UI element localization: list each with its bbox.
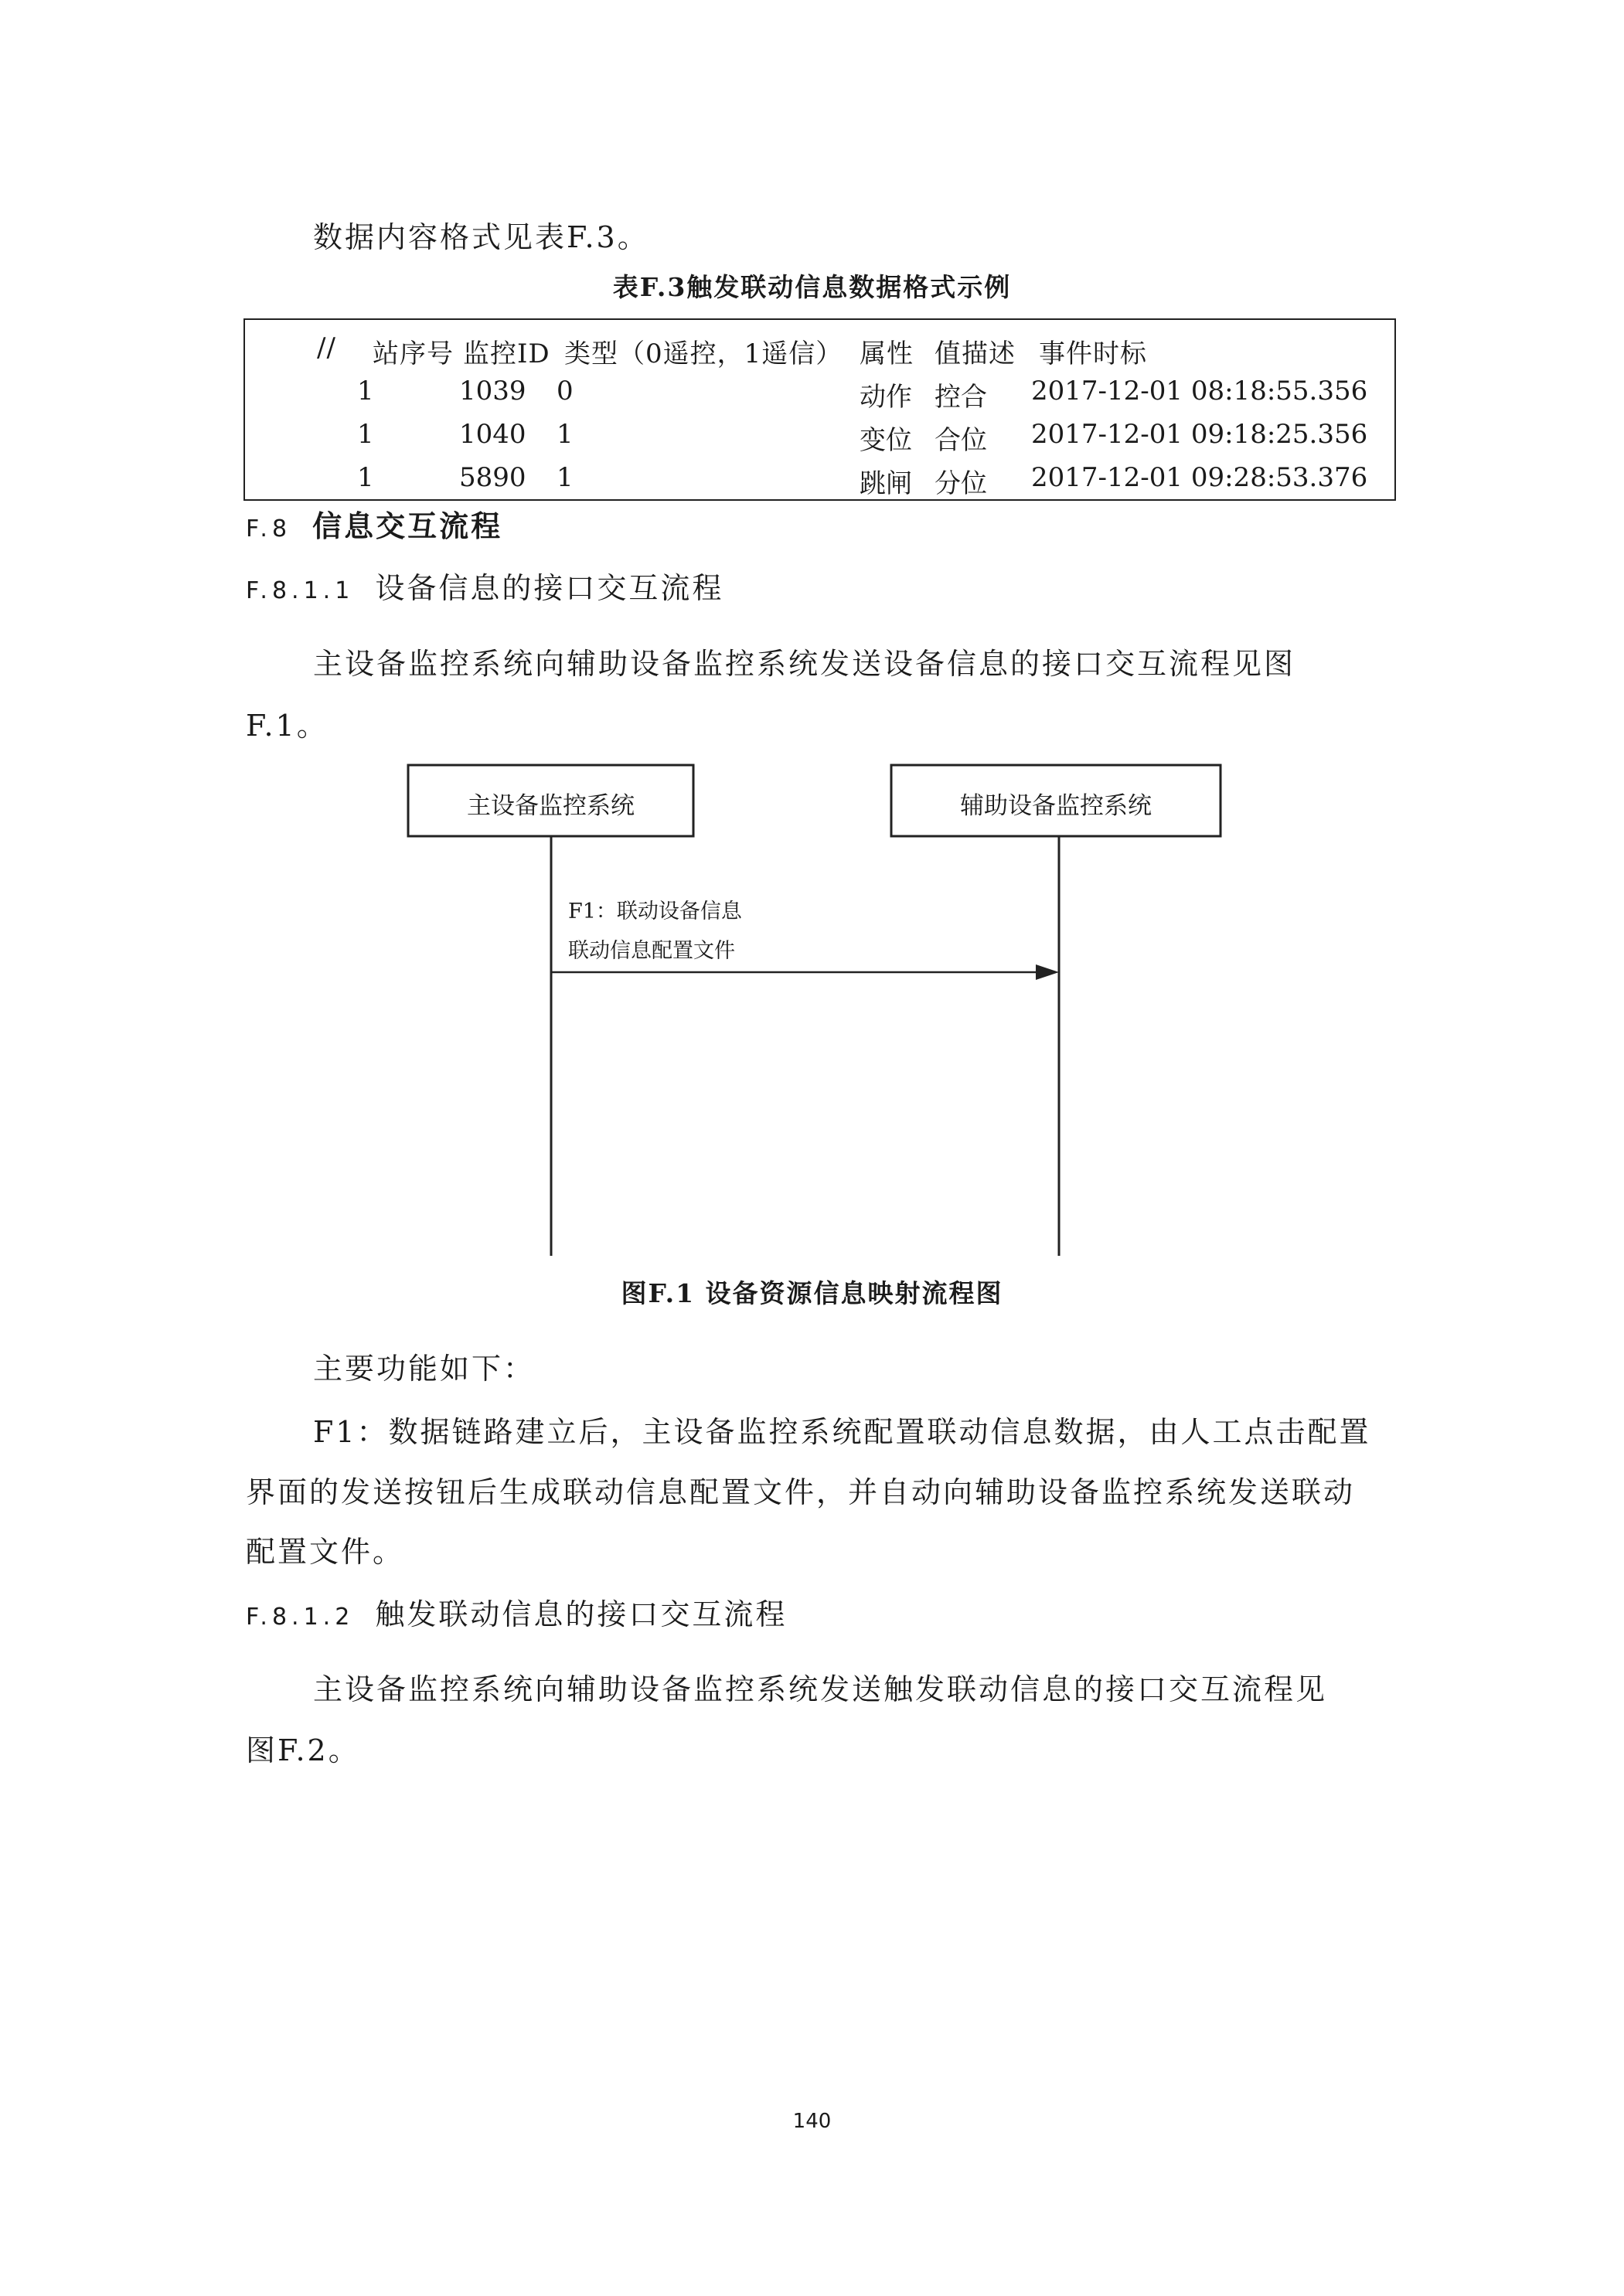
- header-type: 类型（0遥控，1遥信）: [564, 338, 843, 369]
- message-label-line2: 联动信息配置文件: [568, 939, 735, 963]
- section-f812-number: F.8.1.2: [246, 1604, 355, 1631]
- row3-type: 1: [557, 462, 574, 493]
- row3-attribute: 跳闸: [860, 468, 912, 499]
- header-attribute: 属性: [860, 338, 914, 369]
- row2-timestamp: 2017-12-01 09:18:25.356: [1031, 419, 1368, 450]
- section-f811-title: 设备信息的接口交互流程: [375, 571, 724, 605]
- left-box-label: 主设备监控系统: [467, 792, 635, 820]
- section-f811-para-line1: 主设备监控系统向辅助设备监控系统发送设备信息的接口交互流程见图: [313, 647, 1296, 681]
- row3-monitor-id: 5890: [459, 462, 526, 493]
- section-f811-number: F.8.1.1: [246, 577, 355, 604]
- functions-lead: 主要功能如下：: [313, 1352, 536, 1386]
- row1-timestamp: 2017-12-01 08:18:55.356: [1031, 376, 1368, 406]
- functions-line1: F1：数据链路建立后，主设备监控系统配置联动信息数据，由人工点击配置: [313, 1415, 1371, 1449]
- section-f812-para-line1: 主设备监控系统向辅助设备监控系统发送触发联动信息的接口交互流程见: [313, 1672, 1328, 1706]
- arrowhead-icon: [1036, 964, 1059, 980]
- row3-timestamp: 2017-12-01 09:28:53.376: [1031, 462, 1368, 493]
- header-monitor-id: 监控ID: [463, 338, 550, 369]
- right-box-label: 辅助设备监控系统: [960, 792, 1152, 820]
- section-f8-title: 信息交互流程: [312, 509, 503, 543]
- intro-text: 数据内容格式见表F.3。: [313, 220, 649, 254]
- section-f812-title: 触发联动信息的接口交互流程: [375, 1597, 788, 1631]
- section-f811-para-line2: F.1。: [246, 709, 329, 743]
- row2-value-desc: 合位: [935, 425, 987, 456]
- section-f812-para-line2: 图F.2。: [246, 1733, 360, 1767]
- functions-line2: 界面的发送按钮后生成联动信息配置文件，并自动向辅助设备监控系统发送联动: [246, 1475, 1356, 1509]
- row2-station: 1: [357, 419, 374, 450]
- row1-station: 1: [357, 376, 374, 406]
- row1-type: 0: [557, 376, 574, 406]
- row2-monitor-id: 1040: [459, 419, 526, 450]
- figure-caption: 图F.1 设备资源信息映射流程图: [621, 1278, 1003, 1308]
- row1-monitor-id: 1039: [459, 376, 526, 406]
- row1-attribute: 动作: [860, 382, 912, 413]
- message-label-line1: F1：联动设备信息: [568, 900, 742, 924]
- row1-value-desc: 控合: [935, 382, 987, 413]
- functions-line3: 配置文件。: [246, 1535, 405, 1569]
- header-timestamp: 事件时标: [1039, 338, 1147, 369]
- row3-value-desc: 分位: [935, 468, 987, 499]
- table-caption: 表F.3触发联动信息数据格式示例: [612, 272, 1012, 302]
- page-number: 140: [792, 2110, 832, 2133]
- row2-attribute: 变位: [860, 425, 912, 456]
- header-value-desc: 值描述: [935, 338, 1016, 369]
- row3-station: 1: [357, 462, 374, 493]
- section-f812-heading: [246, 1590, 787, 1633]
- header-station: 站序号: [373, 338, 454, 369]
- header-comment: //: [317, 332, 336, 363]
- section-f8-number: F.8: [246, 515, 292, 543]
- row2-type: 1: [557, 419, 574, 450]
